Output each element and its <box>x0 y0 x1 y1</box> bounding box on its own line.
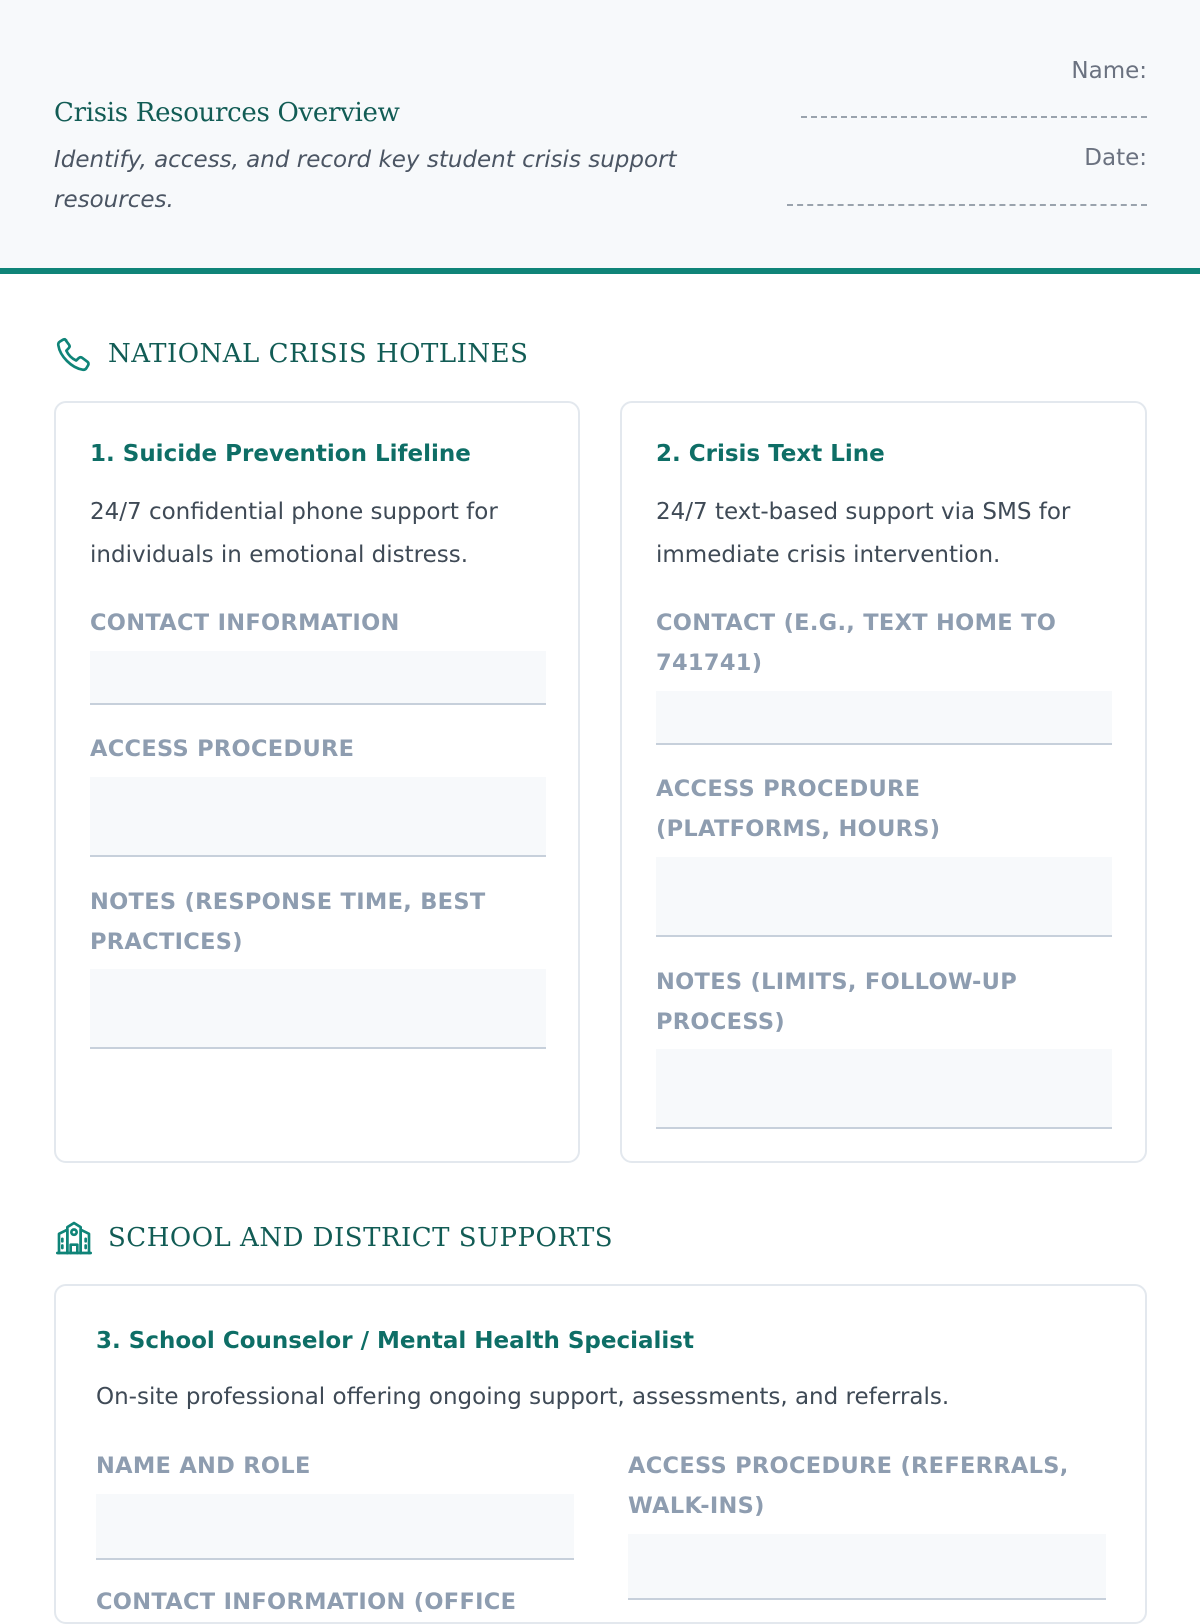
card-description: 24/7 confidential phone support for individuals in emotional distress. <box>90 499 498 568</box>
card-title: 2. Crisis Text Line <box>656 441 885 467</box>
worksheet-header <box>0 0 1200 274</box>
school-icon <box>54 1218 94 1258</box>
field-label: NOTES (RESPONSE TIME, BEST PRACTICES) <box>90 889 486 955</box>
section-title: NATIONAL CRISIS HOTLINES <box>108 339 529 369</box>
access-procedure-field[interactable] <box>628 1534 1106 1600</box>
field-label: NAME AND ROLE <box>96 1453 311 1479</box>
card-title: 3. School Counselor / Mental Health Specialist <box>96 1328 694 1354</box>
field-label: ACCESS PROCEDURE (REFERRALS, WALK-INS) <box>628 1453 1069 1519</box>
access-procedure-field[interactable] <box>90 777 546 857</box>
date-label: Date: <box>1084 145 1147 171</box>
card-description: On-site professional offering ongoing support, assessments, and referrals. <box>96 1384 950 1410</box>
name-and-role-field[interactable] <box>96 1494 574 1560</box>
name-label: Name: <box>1071 58 1147 84</box>
notes-field[interactable] <box>656 1049 1112 1129</box>
section-heading-school-supports <box>54 1218 613 1258</box>
notes-field[interactable] <box>90 969 546 1049</box>
section-title: SCHOOL AND DISTRICT SUPPORTS <box>108 1223 614 1253</box>
resource-card-crisis-text-line <box>620 401 1147 1163</box>
contact-information-field[interactable] <box>90 651 546 705</box>
resource-card-suicide-lifeline <box>54 401 580 1163</box>
phone-icon <box>54 334 94 374</box>
card-title: 1. Suicide Prevention Lifeline <box>90 441 471 467</box>
field-label: CONTACT (E.G., TEXT HOME TO 741741) <box>656 610 1057 676</box>
resource-card-school-counselor <box>54 1284 1147 1624</box>
page-subtitle: Identify, access, and record key student crisis support resources. <box>54 147 677 213</box>
field-label: NOTES (LIMITS, FOLLOW-UP PROCESS) <box>656 969 1018 1035</box>
page-title: Crisis Resources Overview <box>54 98 400 128</box>
field-label: ACCESS PROCEDURE (PLATFORMS, HOURS) <box>656 776 941 842</box>
contact-field[interactable] <box>656 691 1112 745</box>
access-procedure-field[interactable] <box>656 857 1112 937</box>
date-field[interactable] <box>787 204 1147 206</box>
field-label: CONTACT INFORMATION <box>90 610 400 636</box>
name-field[interactable] <box>801 116 1147 118</box>
card-description: 24/7 text-based support via SMS for immediate crisis intervention. <box>656 499 1071 568</box>
field-label: ACCESS PROCEDURE <box>90 736 355 762</box>
section-heading-national-hotlines <box>54 334 528 374</box>
field-label: CONTACT INFORMATION (OFFICE <box>96 1589 517 1615</box>
